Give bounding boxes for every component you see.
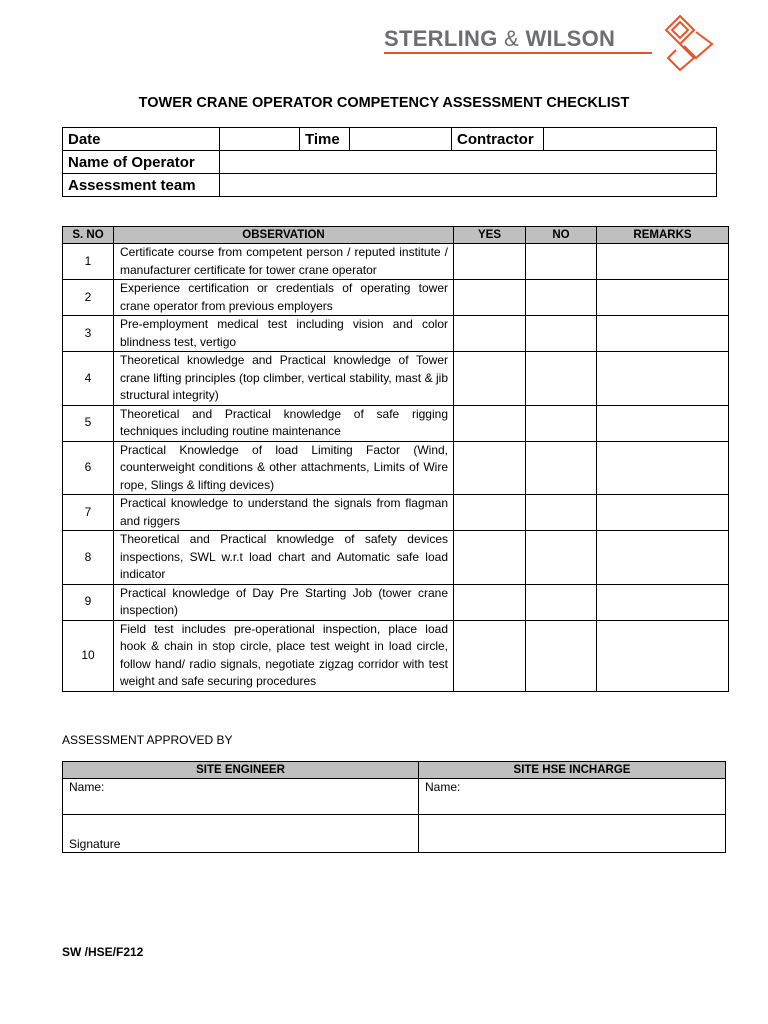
row-observation: Theoretical and Practical knowledge of safety devices inspections, SWL w.r.t load chart and Automatic safe load indicator — [114, 531, 454, 585]
hse-signature-field[interactable] — [419, 815, 726, 853]
engineer-signature-field[interactable] — [63, 815, 419, 853]
site-engineer-header: SITE ENGINEER — [63, 762, 419, 779]
no-cell[interactable] — [526, 584, 597, 620]
time-field[interactable] — [350, 128, 452, 151]
contractor-label: Contractor — [452, 128, 544, 151]
col-header-yes: YES — [454, 227, 526, 244]
checklist-row — [63, 352, 729, 406]
yes-cell[interactable] — [454, 280, 526, 316]
site-hse-incharge-header: SITE HSE INCHARGE — [419, 762, 726, 779]
no-cell[interactable] — [526, 441, 597, 495]
remarks-cell[interactable] — [597, 316, 729, 352]
row-observation: Theoretical knowledge and Practical knowledge of Tower crane lifting principles (top climber, vertical stability, mast & jib structural integrity) — [114, 352, 454, 406]
yes-cell[interactable] — [454, 441, 526, 495]
checklist-row — [63, 584, 729, 620]
logo-amp: & — [504, 26, 520, 51]
remarks-cell[interactable] — [597, 405, 729, 441]
row-number: 3 — [63, 316, 114, 352]
remarks-cell[interactable] — [597, 584, 729, 620]
yes-cell[interactable] — [454, 531, 526, 585]
no-cell[interactable] — [526, 316, 597, 352]
no-cell[interactable] — [526, 405, 597, 441]
checklist-row — [63, 441, 729, 495]
no-cell[interactable] — [526, 620, 597, 691]
operator-label: Name of Operator — [63, 151, 220, 174]
yes-cell[interactable] — [454, 244, 526, 280]
row-observation: Theoretical and Practical knowledge of safe rigging techniques including routine maintenance — [114, 405, 454, 441]
approval-table — [62, 761, 726, 853]
remarks-cell[interactable] — [597, 352, 729, 406]
checklist-row — [63, 620, 729, 691]
no-cell[interactable] — [526, 244, 597, 280]
checklist-row — [63, 244, 729, 280]
hse-name-label: Name: — [425, 780, 461, 794]
checklist-row — [63, 405, 729, 441]
page-title: TOWER CRANE OPERATOR COMPETENCY ASSESSMENT CHECKLIST — [138, 95, 630, 111]
engineer-name-label: Name: — [69, 780, 105, 794]
remarks-cell[interactable] — [597, 531, 729, 585]
assessment-header-table — [62, 127, 717, 197]
checklist-table — [62, 226, 729, 692]
logo-underline — [384, 52, 652, 54]
row-number: 1 — [63, 244, 114, 280]
remarks-cell[interactable] — [597, 495, 729, 531]
row-number: 2 — [63, 280, 114, 316]
time-label: Time — [300, 128, 350, 151]
approved-by-label: ASSESSMENT APPROVED BY — [62, 733, 233, 747]
operator-field[interactable] — [220, 151, 717, 174]
yes-cell[interactable] — [454, 620, 526, 691]
date-label: Date — [63, 128, 220, 151]
yes-cell[interactable] — [454, 584, 526, 620]
signature-label: Signature — [69, 837, 121, 851]
logo-part2: WILSON — [525, 26, 616, 51]
yes-cell[interactable] — [454, 405, 526, 441]
row-observation: Pre-employment medical test including vision and color blindness test, vertigo — [114, 316, 454, 352]
logo-mark-icon — [650, 14, 716, 72]
remarks-cell[interactable] — [597, 244, 729, 280]
row-number: 5 — [63, 405, 114, 441]
yes-cell[interactable] — [454, 495, 526, 531]
col-header-remarks: REMARKS — [597, 227, 729, 244]
logo-part1: STERLING — [384, 26, 498, 51]
checklist-row — [63, 531, 729, 585]
row-number: 10 — [63, 620, 114, 691]
no-cell[interactable] — [526, 495, 597, 531]
row-observation: Practical Knowledge of load Limiting Factor (Wind, counterweight conditions & other attachments, Limits of Wire rope, Slings & lifting devices) — [114, 441, 454, 495]
team-field[interactable] — [220, 174, 717, 197]
row-observation: Experience certification or credentials of operating tower crane operator from previous employers — [114, 280, 454, 316]
row-observation: Practical knowledge to understand the signals from flagman and riggers — [114, 495, 454, 531]
hse-name-field[interactable] — [419, 779, 726, 815]
row-observation: Field test includes pre-operational inspection, place load hook & chain in stop circle, place test weight in load circle, follow hand/ radio signals, negotiate zigzag corridor with test weight and safe securing procedures — [114, 620, 454, 691]
checklist-row — [63, 316, 729, 352]
engineer-name-field[interactable] — [63, 779, 419, 815]
checklist-row — [63, 280, 729, 316]
team-label: Assessment team — [63, 174, 220, 197]
no-cell[interactable] — [526, 352, 597, 406]
contractor-field[interactable] — [544, 128, 717, 151]
col-header-sno: S. NO — [63, 227, 114, 244]
row-number: 4 — [63, 352, 114, 406]
form-code: SW /HSE/F212 — [62, 945, 144, 959]
remarks-cell[interactable] — [597, 441, 729, 495]
row-number: 8 — [63, 531, 114, 585]
no-cell[interactable] — [526, 280, 597, 316]
row-number: 9 — [63, 584, 114, 620]
row-observation: Practical knowledge of Day Pre Starting Job (tower crane inspection) — [114, 584, 454, 620]
date-field[interactable] — [220, 128, 300, 151]
checklist-row — [63, 495, 729, 531]
yes-cell[interactable] — [454, 352, 526, 406]
col-header-observation: OBSERVATION — [114, 227, 454, 244]
yes-cell[interactable] — [454, 316, 526, 352]
row-observation: Certificate course from competent person / reputed institute / manufacturer certificate for tower crane operator — [114, 244, 454, 280]
no-cell[interactable] — [526, 531, 597, 585]
col-header-no: NO — [526, 227, 597, 244]
company-logo — [384, 14, 720, 74]
row-number: 7 — [63, 495, 114, 531]
logo-wordmark — [384, 26, 615, 52]
row-number: 6 — [63, 441, 114, 495]
remarks-cell[interactable] — [597, 280, 729, 316]
remarks-cell[interactable] — [597, 620, 729, 691]
